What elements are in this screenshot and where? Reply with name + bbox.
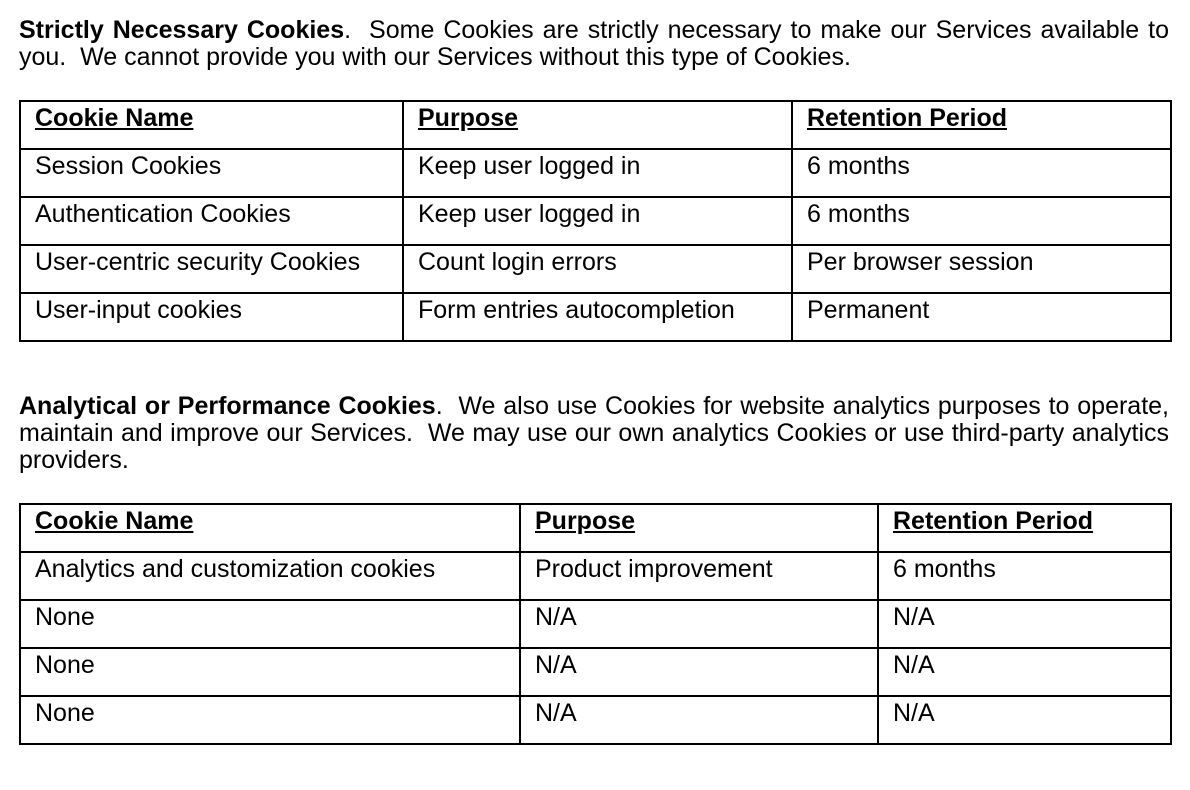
section-heading: Analytical or Performance Cookies bbox=[19, 392, 436, 420]
cell-cookie-name: User-input cookies bbox=[20, 293, 403, 341]
table-row bbox=[20, 696, 1171, 744]
cell-retention-period: Per browser session bbox=[792, 245, 1171, 293]
strictly-necessary-cookies-table bbox=[19, 100, 1172, 342]
header-retention-period: Retention Period bbox=[792, 101, 1171, 149]
table-row bbox=[20, 648, 1171, 696]
analytical-cookies-table bbox=[19, 503, 1172, 745]
table-row bbox=[20, 197, 1171, 245]
table-header-row bbox=[20, 101, 1171, 149]
cell-cookie-name: User-centric security Cookies bbox=[20, 245, 403, 293]
cell-purpose: N/A bbox=[520, 648, 878, 696]
cell-purpose: Count login errors bbox=[403, 245, 792, 293]
cell-purpose: Product improvement bbox=[520, 552, 878, 600]
cell-purpose: Form entries autocompletion bbox=[403, 293, 792, 341]
header-retention-period: Retention Period bbox=[878, 504, 1171, 552]
section-heading: Strictly Necessary Cookies bbox=[19, 16, 345, 44]
header-cookie-name: Cookie Name bbox=[20, 101, 403, 149]
cell-cookie-name: Authentication Cookies bbox=[20, 197, 403, 245]
cell-cookie-name: Analytics and customization cookies bbox=[20, 552, 520, 600]
cell-retention-period: N/A bbox=[878, 600, 1171, 648]
cell-retention-period: 6 months bbox=[792, 149, 1171, 197]
cell-retention-period: 6 months bbox=[792, 197, 1171, 245]
paragraph-text: Some Cookies are strictly necessary to make our Services available to you. We cannot provide you with our Services without this type of Cookies. bbox=[19, 16, 1176, 71]
header-purpose: Purpose bbox=[403, 101, 792, 149]
heading-punct: . bbox=[344, 16, 352, 44]
cell-purpose: N/A bbox=[520, 696, 878, 744]
header-cookie-name: Cookie Name bbox=[20, 504, 520, 552]
cell-cookie-name: None bbox=[20, 648, 520, 696]
cell-purpose: N/A bbox=[520, 600, 878, 648]
table-row bbox=[20, 600, 1171, 648]
cell-purpose: Keep user logged in bbox=[403, 149, 792, 197]
cell-purpose: Keep user logged in bbox=[403, 197, 792, 245]
cell-cookie-name: None bbox=[20, 696, 520, 744]
strictly-necessary-paragraph bbox=[19, 16, 1176, 71]
cell-retention-period: 6 months bbox=[878, 552, 1171, 600]
header-purpose: Purpose bbox=[520, 504, 878, 552]
table-row bbox=[20, 245, 1171, 293]
analytical-performance-paragraph bbox=[19, 392, 1176, 474]
cell-cookie-name: None bbox=[20, 600, 520, 648]
cell-retention-period: N/A bbox=[878, 696, 1171, 744]
heading-punct: . bbox=[435, 392, 443, 420]
cell-retention-period: N/A bbox=[878, 648, 1171, 696]
cell-cookie-name: Session Cookies bbox=[20, 149, 403, 197]
cell-retention-period: Permanent bbox=[792, 293, 1171, 341]
table-header-row bbox=[20, 504, 1171, 552]
paragraph-text: We also use Cookies for website analytics purposes to operate, maintain and improve our Services. We may use our own analytics Cookies or use third-party analytics providers. bbox=[19, 392, 1176, 474]
table-row bbox=[20, 293, 1171, 341]
table-row bbox=[20, 552, 1171, 600]
table-row bbox=[20, 149, 1171, 197]
